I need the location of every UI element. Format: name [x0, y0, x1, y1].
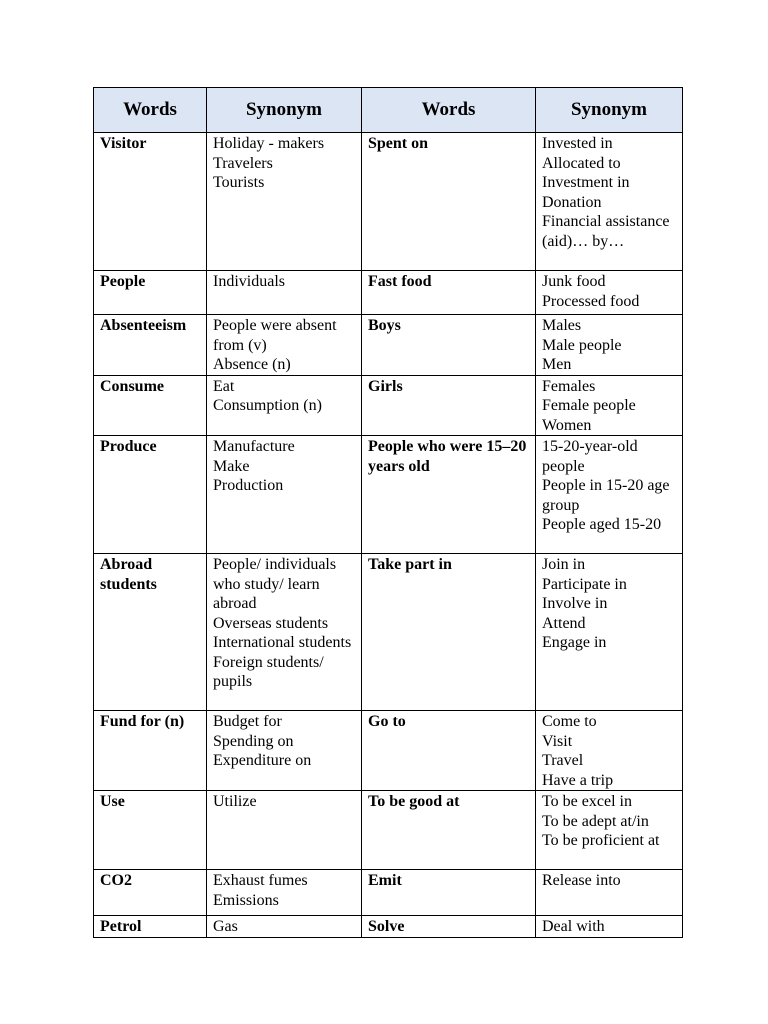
cell-line: To be good at — [368, 793, 460, 810]
cell-line: Produce — [100, 438, 157, 455]
synonym-cell — [207, 375, 362, 436]
cell-line: Allocated to — [542, 154, 621, 172]
synonym-cell — [207, 436, 362, 554]
table-row — [94, 271, 683, 315]
cell-line: Utilize — [213, 793, 257, 810]
cell-line: Absence (n) — [213, 356, 291, 373]
header-words-1: Words — [94, 88, 207, 133]
table-row — [94, 916, 683, 938]
cell-line: People aged 15-20 — [542, 516, 662, 533]
table-row — [94, 315, 683, 376]
cell-line: Visit — [542, 732, 573, 750]
cell-line: Males — [542, 317, 582, 334]
cell-line: Donation — [542, 193, 602, 211]
word-cell — [362, 791, 536, 870]
cell-line: Processed food — [542, 292, 640, 310]
synonym-cell — [536, 375, 683, 436]
cell-line: Release into — [542, 872, 621, 889]
word-cell — [362, 133, 536, 271]
word-cell — [94, 375, 207, 436]
header-synonym-2: Synonym — [536, 88, 683, 133]
word-cell — [94, 271, 207, 315]
word-cell — [362, 916, 536, 938]
cell-line: Visitor — [100, 135, 147, 152]
word-cell — [362, 375, 536, 436]
synonym-cell — [536, 315, 683, 376]
cell-line: Have a trip — [542, 771, 614, 789]
cell-line: Fund for (n) — [100, 713, 185, 730]
word-cell — [94, 711, 207, 791]
word-cell — [94, 870, 207, 916]
cell-line: Participate in — [542, 575, 627, 593]
synonym-cell — [536, 436, 683, 554]
cell-line: Spent on — [368, 135, 429, 152]
word-cell — [362, 711, 536, 791]
word-cell — [94, 554, 207, 711]
cell-line: Men — [542, 356, 572, 373]
cell-line: Overseas students — [213, 614, 329, 632]
cell-line: Solve — [368, 918, 405, 935]
cell-line: Boys — [368, 317, 401, 334]
synonym-cell — [207, 916, 362, 938]
cell-line: Expenditure on — [213, 752, 312, 769]
header-synonym-1: Synonym — [207, 88, 362, 133]
cell-line: Women — [542, 416, 592, 434]
synonym-cell — [207, 870, 362, 916]
cell-line: To be proficient at — [542, 832, 660, 849]
word-cell — [362, 436, 536, 554]
cell-line: Travel — [542, 752, 584, 769]
word-cell — [94, 791, 207, 870]
table-header-row — [94, 88, 683, 133]
cell-line: Investment in — [542, 174, 630, 191]
table-row — [94, 133, 683, 271]
cell-line: Make — [213, 457, 250, 475]
synonym-cell — [207, 711, 362, 791]
word-cell — [94, 315, 207, 376]
cell-line: To be adept at/in — [542, 812, 649, 830]
synonym-cell — [207, 271, 362, 315]
cell-line: Engage in — [542, 634, 607, 651]
cell-line: Consumption (n) — [213, 397, 322, 414]
cell-line: Holiday - makers — [213, 135, 325, 152]
cell-line: Foreign students/ pupils — [213, 653, 324, 690]
cell-line: Deal with — [542, 918, 605, 935]
cell-line: Fast food — [368, 273, 432, 290]
word-cell — [94, 916, 207, 938]
word-cell — [94, 133, 207, 271]
cell-line: CO2 — [100, 872, 132, 889]
cell-line: International students — [213, 634, 352, 651]
cell-line: Emit — [368, 872, 402, 889]
cell-line: 15-20-year-old people — [542, 438, 638, 475]
synonym-cell — [207, 791, 362, 870]
cell-line: Production — [213, 477, 284, 494]
cell-line: Invested in — [542, 135, 613, 152]
cell-line: Abroad students — [100, 556, 157, 593]
cell-line: People — [100, 273, 146, 290]
cell-line: To be excel in — [542, 793, 632, 810]
cell-line: Financial assistance (aid)… by… — [542, 213, 670, 250]
table-row — [94, 436, 683, 554]
table-row — [94, 711, 683, 791]
synonym-cell — [536, 870, 683, 916]
cell-line: Eat — [213, 377, 235, 395]
synonym-cell — [536, 791, 683, 870]
cell-line: Join in — [542, 556, 586, 573]
word-cell — [362, 271, 536, 315]
cell-line: Male people — [542, 336, 622, 354]
table-row — [94, 870, 683, 916]
cell-line: Take part in — [368, 556, 452, 573]
table-body — [94, 133, 683, 938]
cell-line: Go to — [368, 713, 406, 730]
cell-line: Come to — [542, 713, 597, 730]
cell-line: People who were 15–20 years old — [368, 438, 527, 475]
cell-line: Consume — [100, 377, 165, 395]
cell-line: Junk food — [542, 273, 606, 290]
synonym-cell — [536, 711, 683, 791]
synonym-cell — [207, 554, 362, 711]
cell-line: People/ individuals who study/ learn abroad — [213, 556, 337, 612]
cell-line: Girls — [368, 377, 403, 395]
cell-line: Individuals — [213, 273, 285, 290]
cell-line: People were absent from (v) — [213, 317, 337, 354]
cell-line: Use — [100, 793, 125, 810]
cell-line: Manufacture — [213, 438, 295, 455]
cell-line: Emissions — [213, 891, 279, 909]
cell-line: Spending on — [213, 732, 294, 750]
cell-line: Petrol — [100, 918, 142, 935]
cell-line: Gas — [213, 918, 238, 935]
synonym-cell — [536, 271, 683, 315]
synonym-table — [93, 87, 683, 938]
table-row — [94, 554, 683, 711]
header-words-2: Words — [362, 88, 536, 133]
word-cell — [362, 315, 536, 376]
cell-line: Travelers — [213, 154, 273, 172]
cell-line: People in 15-20 age group — [542, 477, 670, 514]
synonym-cell — [207, 133, 362, 271]
word-cell — [362, 554, 536, 711]
word-cell — [362, 870, 536, 916]
cell-line: Attend — [542, 614, 586, 632]
cell-line: Tourists — [213, 174, 265, 191]
cell-line: Involve in — [542, 595, 608, 612]
word-cell — [94, 436, 207, 554]
cell-line: Females — [542, 377, 596, 395]
synonym-cell — [536, 916, 683, 938]
synonym-cell — [536, 554, 683, 711]
synonym-cell — [207, 315, 362, 376]
table-row — [94, 791, 683, 870]
synonym-cell — [536, 133, 683, 271]
cell-line: Exhaust fumes — [213, 872, 308, 889]
table-row — [94, 375, 683, 436]
cell-line: Absenteeism — [100, 317, 187, 334]
cell-line: Budget for — [213, 713, 282, 730]
cell-line: Female people — [542, 397, 636, 414]
